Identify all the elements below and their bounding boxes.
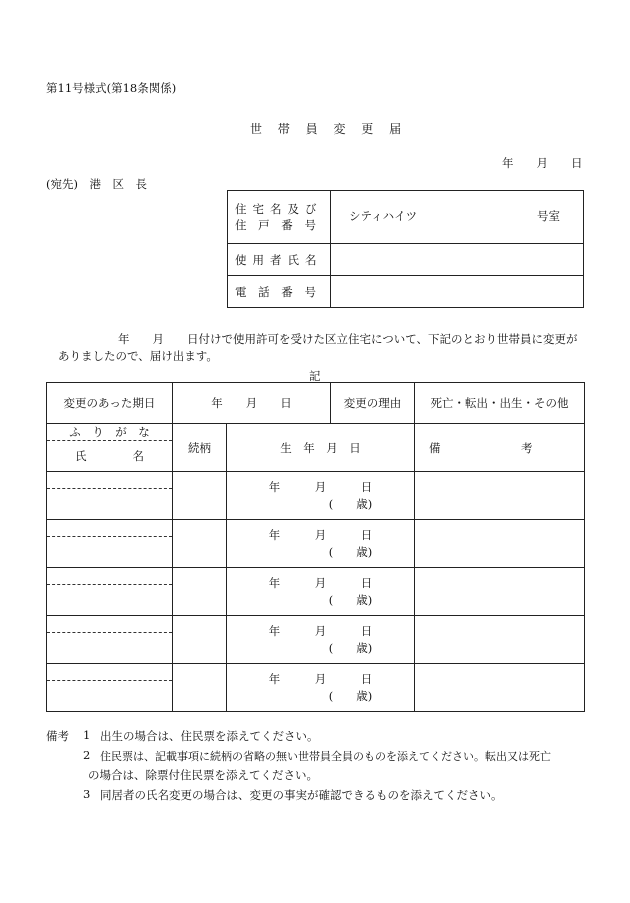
furigana-field[interactable] <box>47 520 172 536</box>
age-text: ( 歳) <box>328 688 373 703</box>
furigana-field[interactable] <box>47 568 172 584</box>
age-text: ( 歳) <box>328 640 373 655</box>
note-1: 出生の場合は、住民票を添えてください。 <box>100 729 319 743</box>
birth-field[interactable] <box>227 664 415 712</box>
furigana-field[interactable] <box>47 472 172 488</box>
page-title: 世 帯 員 変 更 届 <box>250 122 408 136</box>
phone-label: 電 話 番 号 <box>235 284 320 299</box>
birth-date-text: 年 月 日 <box>268 575 373 590</box>
form-number: 第11号様式(第18条関係) <box>46 81 177 95</box>
remarks-field[interactable] <box>415 520 585 568</box>
age-text: ( 歳) <box>328 592 373 607</box>
birth-date-text: 年 月 日 <box>268 527 373 542</box>
note-1-number: 1 <box>83 728 91 742</box>
change-date-field[interactable]: 年 月 日 <box>173 383 331 424</box>
furigana-field[interactable] <box>47 664 172 680</box>
household-change-table <box>46 382 585 712</box>
note-2-line-2: の場合は、除票付住民票を添えてください。 <box>88 768 318 782</box>
reason-label: 変更の理由 <box>331 383 415 424</box>
furigana-header: ふ り が な <box>47 424 172 441</box>
birth-field[interactable] <box>227 472 415 520</box>
remarks-header: 備 考 <box>415 424 585 472</box>
submission-date[interactable]: 年 月 日 <box>502 156 583 170</box>
housing-name: シティハイツ <box>349 209 418 223</box>
phone-field[interactable] <box>331 276 584 308</box>
reason-options[interactable]: 死亡・転出・出生・その他 <box>415 383 585 424</box>
user-name-field[interactable] <box>331 244 584 276</box>
birth-date-text: 年 月 日 <box>268 479 373 494</box>
birth-date-text: 年 月 日 <box>268 623 373 638</box>
name-cell <box>47 568 173 616</box>
addressee: (宛先) 港 区 長 <box>46 177 147 191</box>
change-date-label: 変更のあった期日 <box>47 383 173 424</box>
name-field[interactable] <box>47 632 172 663</box>
user-label-cell <box>228 244 331 276</box>
age-text: ( 歳) <box>328 544 373 559</box>
note-2-line-1: 住民票は、記載事項に続柄の省略の無い世帯員全員のものを添えてください。転出又は死亡 <box>100 750 551 763</box>
age-text: ( 歳) <box>328 496 373 511</box>
note-3-number: 3 <box>83 787 91 801</box>
birth-field[interactable] <box>227 616 415 664</box>
phone-label-cell <box>228 276 331 308</box>
note-3: 同居者の氏名変更の場合は、変更の事実が確認できるものを添えてください。 <box>100 788 503 802</box>
birth-field[interactable] <box>227 568 415 616</box>
ki-label: 記 <box>309 369 321 383</box>
remarks-field[interactable] <box>415 472 585 520</box>
relation-field[interactable] <box>173 472 227 520</box>
name-cell <box>47 520 173 568</box>
room-suffix: 号室 <box>537 209 560 223</box>
name-cell <box>47 472 173 520</box>
relation-field[interactable] <box>173 568 227 616</box>
relation-field[interactable] <box>173 664 227 712</box>
note-2-number: 2 <box>83 748 91 762</box>
table-row <box>47 520 585 568</box>
remarks-field[interactable] <box>415 616 585 664</box>
name-field[interactable] <box>47 680 172 711</box>
intro-line-1: 年 月 日付けで使用許可を受けた区立住宅について、下記のとおり世帯員に変更が <box>118 332 578 346</box>
furigana-field[interactable] <box>47 616 172 632</box>
housing-value-cell[interactable] <box>331 191 584 244</box>
remarks-field[interactable] <box>415 664 585 712</box>
birth-date-text: 年 月 日 <box>268 671 373 686</box>
notes-heading: 備考 <box>46 729 69 743</box>
table-row <box>47 616 585 664</box>
relation-header: 続柄 <box>173 424 227 472</box>
name-header: 氏 名 <box>75 449 144 463</box>
housing-label-cell <box>228 191 331 244</box>
name-cell <box>47 664 173 712</box>
name-header-cell <box>47 424 173 472</box>
remarks-field[interactable] <box>415 568 585 616</box>
birth-field[interactable] <box>227 520 415 568</box>
housing-label-1: 住宅名及び <box>235 202 323 216</box>
table-row <box>47 568 585 616</box>
housing-label-2: 住 戸 番 号 <box>235 218 320 232</box>
relation-field[interactable] <box>173 616 227 664</box>
user-label: 使用者氏名 <box>235 252 323 267</box>
table-row <box>47 472 585 520</box>
applicant-info-table <box>227 190 584 308</box>
birth-header: 生 年 月 日 <box>227 424 415 472</box>
name-field[interactable] <box>47 488 172 519</box>
name-cell <box>47 616 173 664</box>
name-field[interactable] <box>47 584 172 615</box>
name-field[interactable] <box>47 536 172 567</box>
intro-line-2: ありましたので、届け出ます。 <box>58 349 218 363</box>
table-row <box>47 664 585 712</box>
relation-field[interactable] <box>173 520 227 568</box>
